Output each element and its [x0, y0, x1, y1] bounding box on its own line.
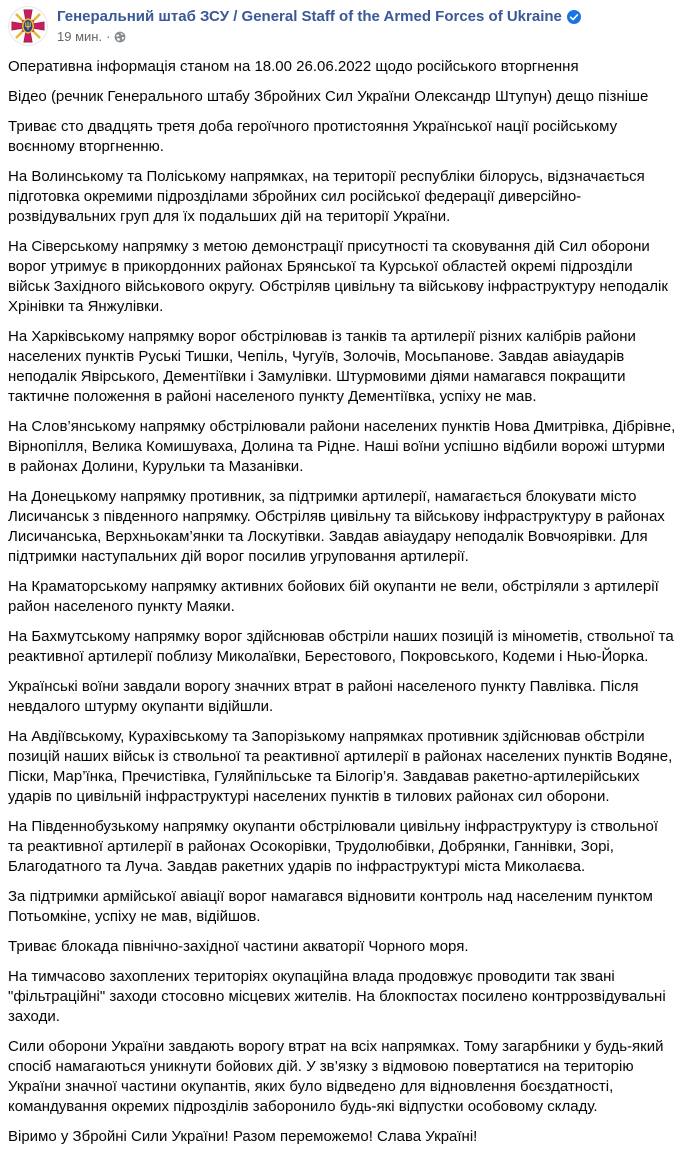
post-paragraph: На тимчасово захоплених територіях окупаційна влада продовжує проводити так звані "фільтраційні" заходи стосовно місцевих жителів. На блокпостах посилено контррозвідувальні заходи. — [8, 968, 670, 1025]
post-paragraph: Триває сто двадцять третя доба героїчного протистояння Української нації російському воєнному вторгненню. — [8, 118, 622, 155]
globe-public-icon — [114, 31, 126, 43]
page-avatar-emblem-icon[interactable] — [8, 6, 48, 46]
post-paragraph: Українські воїни завдали ворогу значних втрат в районі населеного пункту Павлівка. Після невдалого штурму окупанти відійшли. — [8, 678, 643, 715]
meta-separator: · — [106, 29, 111, 44]
post-header — [8, 6, 676, 46]
post-paragraph: На Бахмутському напрямку ворог здійснював обстріли наших позицій із мінометів, ствольної та реактивної артилерії поблизу Миколаївки, Берестового, Покровського, Кодеми і Нью-Йорка. — [8, 628, 678, 665]
post-paragraph: Віримо у Збройні Сили України! Разом переможемо! Слава Україні! — [8, 1128, 478, 1145]
post-body — [8, 57, 680, 1147]
post-paragraph: На Волинському та Поліському напрямках, на території республіки білорусь, відзначається підготовка окремими підрозділами збройних сил російської федерації диверсійно-розвідувальних груп для їх подальших дій на території України. — [8, 168, 649, 225]
post-paragraph: На Краматорському напрямку активних бойових бій окупанти не вели, обстріляли з артилерії район населеного пункту Маяки. — [8, 578, 663, 615]
post-paragraph: На Сіверському напрямку з метою демонстрації присутності та сковування дій Сил оборони ворог утримує в прикордонних районах Брянської та Курської областей окремі підрозділи військ Західного військового округу. Обстріляв цивільну та військову інфраструктуру неподалік Хрінівки та Янжулівки. — [8, 238, 673, 315]
timestamp[interactable]: 19 мин. — [57, 29, 103, 44]
post-paragraph: Триває блокада північно-західної частини акваторії Чорного моря. — [8, 938, 469, 955]
post-paragraph: Оперативна інформація станом на 18.00 26.06.2022 щодо російського вторгнення — [8, 58, 579, 75]
post-paragraph: Відео (речник Генерального штабу Збройних Сил України Олександр Штупун) дещо пізніше — [8, 88, 649, 105]
page-name-link[interactable]: Генеральний штаб ЗСУ / General Staff of the Armed Forces of Ukraine — [57, 8, 562, 25]
post-paragraph: На Слов’янському напрямку обстрілювали райони населених пунктів Нова Дмитрівка, Дібрівне, Вірнопілля, Велика Комишуваха, Долина та Рідне. Наші воїни успішно відбили ворожі штурми в районах Долини, Курульки та Мазанівки. — [8, 418, 680, 475]
verified-badge-icon — [567, 10, 581, 24]
header-text — [57, 6, 581, 45]
post-paragraph: На Південнобузькому напрямку окупанти обстрілювали цивільну інфраструктуру із ствольної та реактивної артилерії в районах Осокорівки, Трудолюбівки, Добрянки, Ганнівки, Зорі, Благодатного та Луча. Завдав ракетних ударів по інфраструктурі міста Миколаєва. — [8, 818, 663, 875]
post-paragraph: На Авдіївському, Курахівському та Запорізькому напрямках противник здійснював обстріли позицій наших військ із ствольної та реактивної артилерії в районах населених пунктів Водяне, Піски, Мар’їнка, Пречистівка, Гуляйпільське та Білогір’я. Завдавав ракетно-артилерійських ударів по цивільній інфраструктурі населених пунктів в тилових районах сил оборони. — [8, 728, 677, 805]
post-paragraph: На Харківському напрямку ворог обстрілював із танків та артилерії різних калібрів райони населених пунктів Руські Тишки, Чепіль, Чугуїв, Золочів, Мосьпанове. Завдав авіаударів неподалік Явірського, Дементіївки і Замулівки. Штурмовими діями намагався покращити тактичне положення в районі населеного пункту Дементіївка, успіху не мав. — [8, 328, 641, 405]
post-paragraph: За підтримки армійської авіації ворог намагався відновити контроль над населеним пунктом Потьомкіне, успіху не мав, відійшов. — [8, 888, 657, 925]
post-paragraph: На Донецькому напрямку противник, за підтримки артилерії, намагається блокувати місто Лисичанськ з південного напрямку. Обстріляв цивільну та військову інфраструктуру в районах Лисичанська, Верхньокам’янки та Лоскутівки. Завдав авіаудару неподалік Вовчоярівки. Для підтримки наступальних дій ворог посилив угруповання артилерії. — [8, 488, 669, 565]
post-meta — [57, 29, 581, 45]
post-paragraph: Сили оборони України завдають ворогу втрат на всіх напрямках. Тому загарбники у будь-який спосіб намагаються уникнути бойових дій. У зв’язку з відмовою повертатися на територію України значної частини окупантів, яких було відведено для відновлення боєздатності, командування окремих підрозділів заборонило будь-які відпустки особовому складу. — [8, 1038, 668, 1115]
